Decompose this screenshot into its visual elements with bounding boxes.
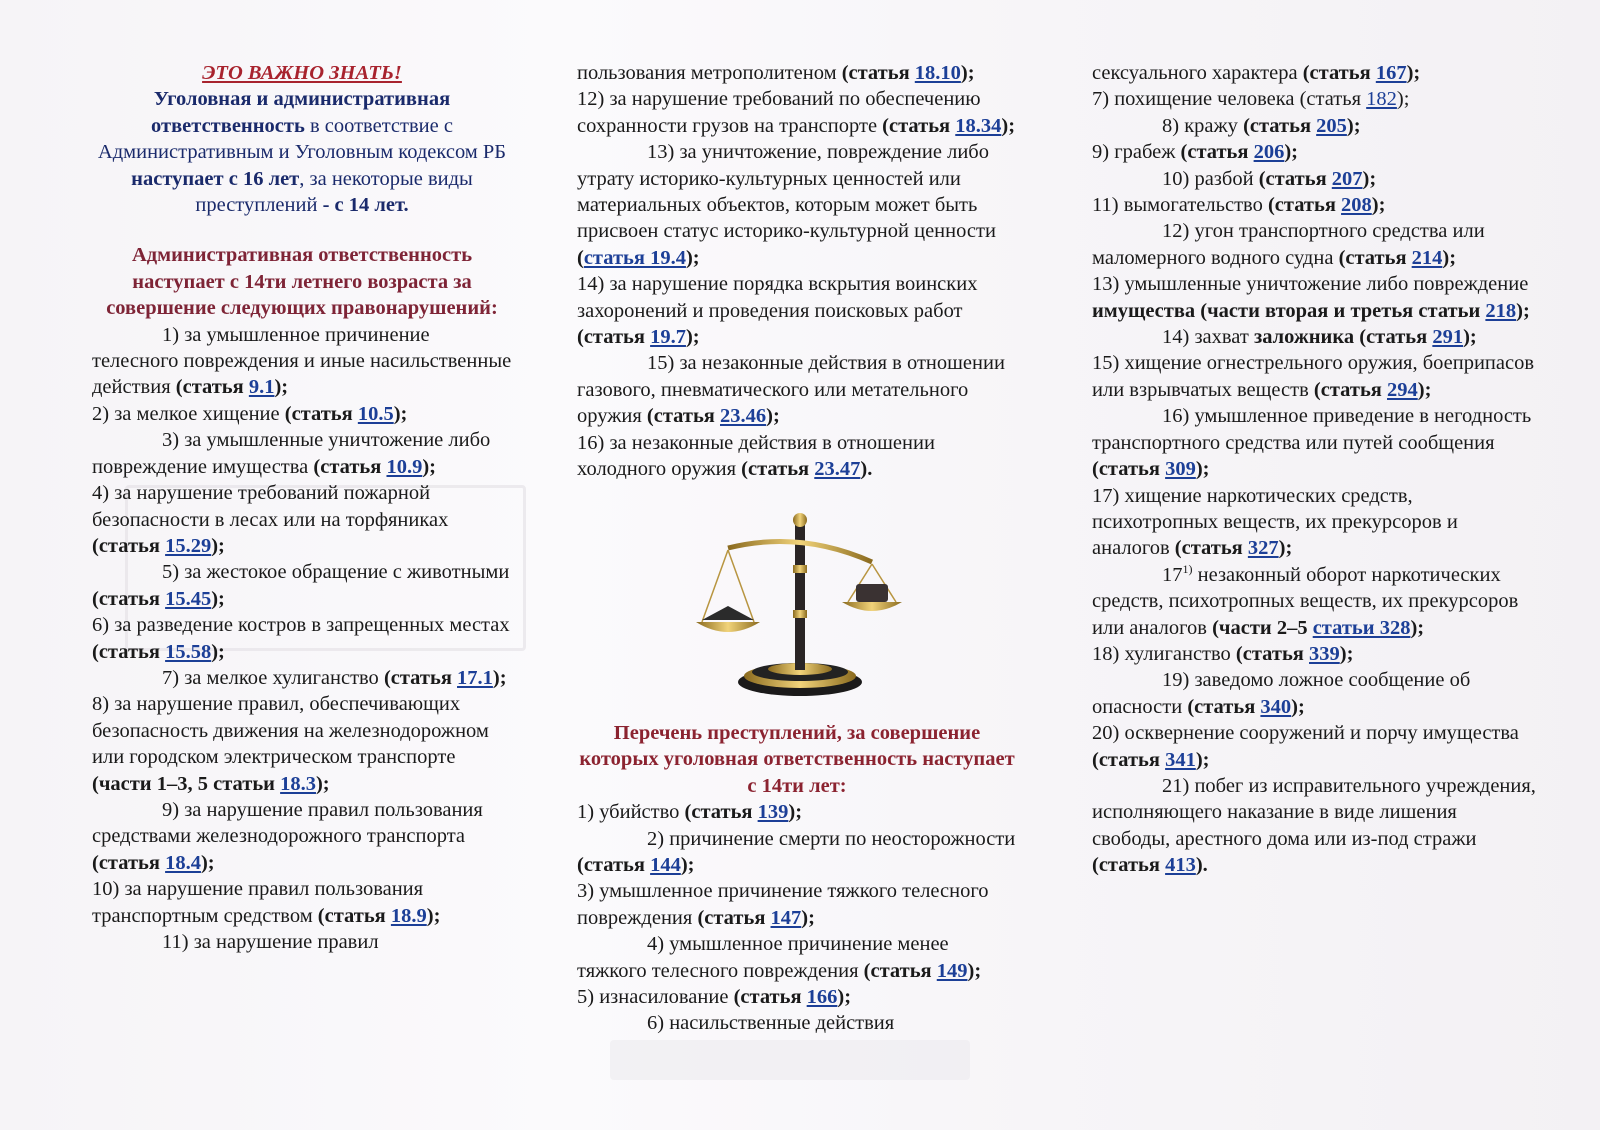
item-text: 6) за разведение костров в запрещенных местах	[92, 614, 510, 637]
item-article-prefix: (статья	[1243, 114, 1317, 137]
article-link[interactable]: 341	[1165, 748, 1196, 771]
item-suffix: );	[1346, 114, 1361, 137]
list-item	[1092, 166, 1537, 192]
article-link[interactable]: статья 19.4	[583, 246, 686, 269]
list-item	[1092, 271, 1537, 324]
item-text: 1) за умышленное причинение телесного повреждения и иные насильственные действия	[92, 323, 512, 399]
administrative-list-continued	[577, 60, 1017, 483]
list-item	[577, 799, 1017, 825]
item-article-prefix: (статья	[1180, 141, 1254, 164]
item-suffix: );	[1195, 748, 1210, 771]
article-link[interactable]: 10.5	[357, 402, 394, 425]
list-item	[1092, 60, 1537, 86]
item-text: 8) за нарушение правил, обеспечивающих безопасность движения на железнодорожном или городском электрическом транспорте	[92, 693, 489, 769]
item-text: пользования метрополитеном	[577, 62, 842, 84]
list-item	[92, 876, 512, 929]
article-link[interactable]: 166	[806, 986, 838, 1009]
item-suffix: );	[680, 854, 695, 877]
item-article-prefix: (статья	[863, 959, 937, 982]
article-link[interactable]: 9.1	[248, 376, 275, 399]
list-item	[577, 826, 1017, 879]
item-suffix: );	[211, 640, 225, 663]
article-link[interactable]: 206	[1253, 141, 1285, 164]
article-link[interactable]: 17.1	[457, 666, 493, 689]
item-text: 5) за жестокое обращение с животными	[162, 561, 510, 584]
list-item	[92, 612, 512, 665]
item-suffix: );	[393, 402, 408, 425]
item-suffix: );	[492, 666, 507, 689]
item-article-prefix: (статья	[697, 906, 771, 929]
article-link[interactable]: 340	[1260, 695, 1292, 718]
item-article-prefix: (статья	[92, 640, 166, 663]
list-item	[1092, 773, 1537, 879]
criminal-heading: Перечень преступлений, за совершение которых уголовная ответственность наступает с 14ти лет:	[579, 722, 1015, 797]
article-link[interactable]: 147	[770, 906, 802, 929]
item-text: 19) заведомо ложное сообщение об опасности	[1092, 669, 1471, 718]
list-item	[577, 1010, 1017, 1036]
item-suffix: );	[426, 904, 441, 927]
list-item	[1092, 113, 1537, 139]
article-link[interactable]: 139	[757, 801, 789, 824]
article-link[interactable]: 218	[1485, 299, 1517, 322]
intro-bold-5: - с 14 лет.	[322, 194, 409, 217]
item-suffix: );	[801, 906, 815, 929]
item-article-prefix: (статья	[1235, 642, 1310, 665]
column-administrative	[92, 60, 512, 955]
list-item	[1092, 350, 1537, 403]
list-item	[92, 559, 512, 612]
item-article-prefix: (статья	[1267, 194, 1342, 217]
list-item	[1092, 192, 1537, 218]
item-text: 6) насильственные действия	[647, 1012, 895, 1035]
item-article-prefix: (статья	[313, 455, 387, 478]
item-text: 16) за незаконные действия в отношении холодного оружия	[577, 431, 935, 481]
column-criminal-continued	[1092, 60, 1537, 879]
list-item	[92, 665, 512, 691]
list-item	[1092, 403, 1537, 482]
item-text: 14) захват	[1162, 326, 1254, 349]
item-text: 4) за нарушение требований пожарной безопасности в лесах или на торфяниках	[92, 482, 449, 531]
item-article-prefix: (статья	[284, 402, 358, 425]
list-item	[92, 427, 512, 480]
item-text: 21) побег из исправительного учреждения, исполняющего наказание в виде лишения свободы, арестного дома или из-под стражи	[1092, 774, 1536, 850]
criminal-list	[577, 799, 1017, 1037]
article-link[interactable]: статьи 328	[1312, 616, 1411, 639]
item-article-prefix: (статья	[92, 587, 166, 610]
list-item	[577, 271, 1017, 350]
item-article-prefix: (статья	[841, 62, 915, 84]
item-text: 17	[1162, 563, 1183, 586]
item-text: 10) разбой	[1162, 167, 1259, 190]
item-text: 2) причинение смерти по неосторожности	[647, 827, 1016, 850]
item-suffix: );	[1371, 194, 1386, 217]
item-article-prefix: (статья	[577, 854, 651, 877]
item-article-prefix: (статья	[741, 458, 815, 481]
item-suffix: );	[274, 376, 289, 399]
list-item	[577, 984, 1017, 1010]
article-link[interactable]: 18.34	[955, 114, 1002, 137]
item-suffix: );	[1417, 378, 1432, 401]
item-text: 7) за мелкое хулиганство	[162, 666, 384, 689]
list-item	[577, 430, 1017, 483]
item-text: 8) кражу	[1162, 114, 1244, 137]
item-text: 9) за нарушение правил пользования средствами железнодорожного транспорта	[92, 798, 483, 848]
article-link[interactable]: 413	[1165, 854, 1196, 877]
item-article-prefix: (статья	[1174, 537, 1248, 560]
list-item	[577, 60, 1017, 86]
item-text: 13) умышленные уничтожение либо повреждение	[1092, 273, 1529, 296]
list-item	[92, 480, 512, 559]
item-suffix: );	[960, 62, 975, 84]
scales-of-justice-icon	[680, 510, 920, 700]
list-item	[1092, 562, 1537, 641]
article-link[interactable]: 23.47	[814, 458, 861, 481]
item-suffix: );	[1195, 458, 1210, 481]
list-item	[577, 350, 1017, 429]
article-link[interactable]: 18.10	[914, 62, 961, 84]
item-article-prefix: (статья	[92, 534, 166, 557]
list-item	[1092, 218, 1537, 271]
item-text: 11) вымогательство	[1092, 194, 1268, 217]
item-text: 10) за нарушение правил пользования транспортным средством	[92, 878, 424, 927]
administrative-heading: Административная ответственность наступает с 14ти летнего возраста за совершение следующих правонарушений:	[106, 244, 498, 320]
list-item	[92, 691, 512, 797]
article-link[interactable]: 291	[1432, 326, 1464, 349]
item-article-prefix: (части 2–5	[1212, 616, 1313, 639]
item-suffix: );	[1516, 299, 1530, 322]
article-link[interactable]: 15.29	[165, 534, 212, 557]
item-superscript: 1)	[1182, 561, 1193, 576]
item-text-2: незаконный оборот наркотических средств, психотропных веществ, их прекурсоров или аналогов	[1092, 563, 1519, 639]
criminal-list-continued	[1092, 60, 1537, 879]
item-suffix: );	[685, 326, 700, 349]
item-text: 9) грабеж	[1092, 141, 1181, 164]
item-text: 17) хищение наркотических средств, психотропных веществ, их прекурсоров и аналогов	[1092, 484, 1458, 560]
item-text: 13) за уничтожение, повреждение либо утрату историко-культурных ценностей или материальных объектов, которым может быть присвоен статус историко-культурной ценности	[577, 141, 996, 243]
list-item	[577, 86, 1017, 139]
item-suffix: );	[1339, 642, 1354, 665]
article-link[interactable]: 15.45	[165, 587, 212, 610]
important-heading: ЭТО ВАЖНО ЗНАТЬ!	[202, 62, 402, 84]
intro-bold-1: Уголовная и административная ответственность	[151, 88, 451, 137]
item-article-prefix: (статья	[317, 904, 391, 927]
intro-paragraph	[92, 86, 512, 218]
list-item	[577, 878, 1017, 931]
intro-text-4: , за некоторые виды преступлений	[195, 167, 473, 217]
item-suffix: );	[685, 246, 700, 269]
list-item	[577, 139, 1017, 271]
item-text: сексуального характера	[1092, 62, 1303, 84]
item-text: 5) изнасилование	[577, 986, 734, 1009]
article-link[interactable]: 19.7	[650, 326, 686, 349]
item-suffix: );	[1396, 88, 1410, 111]
item-suffix: );	[315, 772, 330, 795]
list-item	[1092, 139, 1537, 165]
article-link[interactable]: 309	[1165, 458, 1196, 481]
intro-bold-3: наступает с 16 лет	[131, 167, 300, 190]
item-suffix: );	[837, 986, 852, 1009]
article-link[interactable]: 18.3	[280, 772, 316, 795]
item-text: 4) умышленное причинение менее тяжкого телесного повреждения	[577, 933, 949, 982]
list-item	[92, 322, 512, 401]
item-suffix: );	[1463, 326, 1477, 349]
item-article-prefix: (статья	[1092, 854, 1166, 877]
list-item	[1092, 86, 1537, 112]
item-article-prefix: (статья	[1092, 458, 1166, 481]
item-article-prefix: (статья	[882, 114, 956, 137]
item-article-prefix: (статья	[1338, 246, 1412, 269]
item-article-prefix: (статья	[1187, 695, 1261, 718]
item-text: 16) умышленное приведение в негодность транспортного средства или путей сообщения	[1092, 405, 1532, 454]
article-link[interactable]: 182	[1366, 88, 1397, 111]
item-text: 12) угон транспортного средства или маломерного водного судна	[1092, 220, 1485, 269]
item-article-prefix: (статья	[646, 405, 720, 428]
item-suffix: );	[766, 405, 780, 428]
list-item	[1092, 641, 1537, 667]
item-suffix: );	[1284, 141, 1299, 164]
item-text: 11) за нарушение правил	[162, 931, 379, 953]
item-article-prefix: имущества (части вторая и третья статьи	[1092, 299, 1486, 322]
article-link[interactable]: 10.9	[386, 455, 423, 478]
item-suffix: );	[1278, 537, 1293, 560]
list-item	[1092, 720, 1537, 773]
item-text: 3) умышленное причинение тяжкого телесного повреждения	[577, 880, 989, 929]
item-suffix: );	[1442, 246, 1457, 269]
article-link[interactable]: 339	[1309, 642, 1340, 665]
article-link[interactable]: 144	[650, 854, 681, 877]
column-middle-criminal	[577, 720, 1017, 1037]
item-suffix: );	[967, 959, 982, 982]
item-suffix: );	[211, 587, 225, 610]
article-link[interactable]: 214	[1411, 246, 1443, 269]
article-link[interactable]: 15.58	[165, 640, 212, 663]
item-article-prefix: (статья	[1258, 167, 1332, 190]
item-article-prefix: заложника (статья	[1253, 326, 1433, 349]
background-ghost-frame-2	[610, 1040, 970, 1080]
article-link[interactable]: 23.46	[720, 405, 767, 428]
item-suffix: ).	[1195, 854, 1208, 877]
list-item	[92, 797, 512, 876]
item-suffix: );	[422, 455, 437, 478]
article-link[interactable]: 205	[1316, 114, 1347, 137]
item-article-prefix: (части 1–3, 5 статьи	[92, 772, 281, 795]
item-text: 18) хулиганство	[1092, 642, 1236, 665]
item-suffix: ).	[860, 458, 873, 481]
article-link[interactable]: 294	[1387, 378, 1418, 401]
article-link[interactable]: 149	[936, 959, 968, 982]
item-text: 14) за нарушение порядка вскрытия воинских захоронений и проведения поисковых работ	[577, 273, 978, 322]
list-item	[1092, 483, 1537, 562]
article-link[interactable]: 167	[1375, 62, 1407, 84]
article-link[interactable]: 327	[1247, 537, 1279, 560]
list-item	[92, 929, 512, 955]
item-article-prefix: (статья	[577, 326, 651, 349]
item-text: 15) за незаконные действия в отношении газового, пневматического или метательного оружия	[577, 352, 1005, 428]
item-suffix: );	[1406, 62, 1421, 84]
item-text: 15) хищение огнестрельного оружия, боеприпасов или взрывчатых веществ	[1092, 352, 1535, 401]
article-link[interactable]: 18.4	[165, 851, 201, 874]
item-text: 7) похищение человека (статья	[1092, 88, 1367, 111]
item-suffix: );	[1291, 695, 1305, 718]
item-article-prefix: (статья	[1313, 378, 1387, 401]
item-article-prefix: (статья	[383, 666, 458, 689]
list-item	[1092, 324, 1537, 350]
administrative-list	[92, 322, 512, 956]
list-item	[577, 931, 1017, 984]
item-article-prefix: (статья	[175, 376, 249, 399]
item-text: 2) за мелкое хищение	[92, 402, 285, 425]
item-text: 20) осквернение сооружений и порчу имущества	[1092, 722, 1519, 745]
intro-text-2: в соответствие с Административным и Уголовным кодексом РБ	[97, 114, 507, 164]
list-item	[92, 401, 512, 427]
item-article-prefix: (статья	[733, 986, 807, 1009]
item-suffix: );	[200, 851, 215, 874]
item-article-prefix: (статья	[1092, 748, 1166, 771]
column-middle	[577, 60, 1017, 483]
list-item	[1092, 667, 1537, 720]
item-text: 1) убийство	[577, 801, 685, 824]
item-text: 3) за умышленные уничтожение либо повреждение имущества	[92, 429, 491, 478]
item-article-prefix: (	[577, 246, 584, 269]
article-link[interactable]: 18.9	[390, 904, 427, 927]
item-suffix: );	[211, 534, 225, 557]
item-text: 12) за нарушение требований по обеспечению сохранности грузов на транспорте	[577, 88, 981, 137]
item-suffix: );	[1001, 114, 1016, 137]
item-article-prefix: (статья	[1302, 62, 1376, 84]
item-article-prefix: (статья	[92, 851, 166, 874]
item-suffix: );	[1410, 616, 1425, 639]
article-link[interactable]: 208	[1341, 194, 1372, 217]
item-suffix: );	[788, 801, 803, 824]
item-suffix: );	[1362, 167, 1377, 190]
item-article-prefix: (статья	[684, 801, 758, 824]
article-link[interactable]: 207	[1331, 167, 1363, 190]
